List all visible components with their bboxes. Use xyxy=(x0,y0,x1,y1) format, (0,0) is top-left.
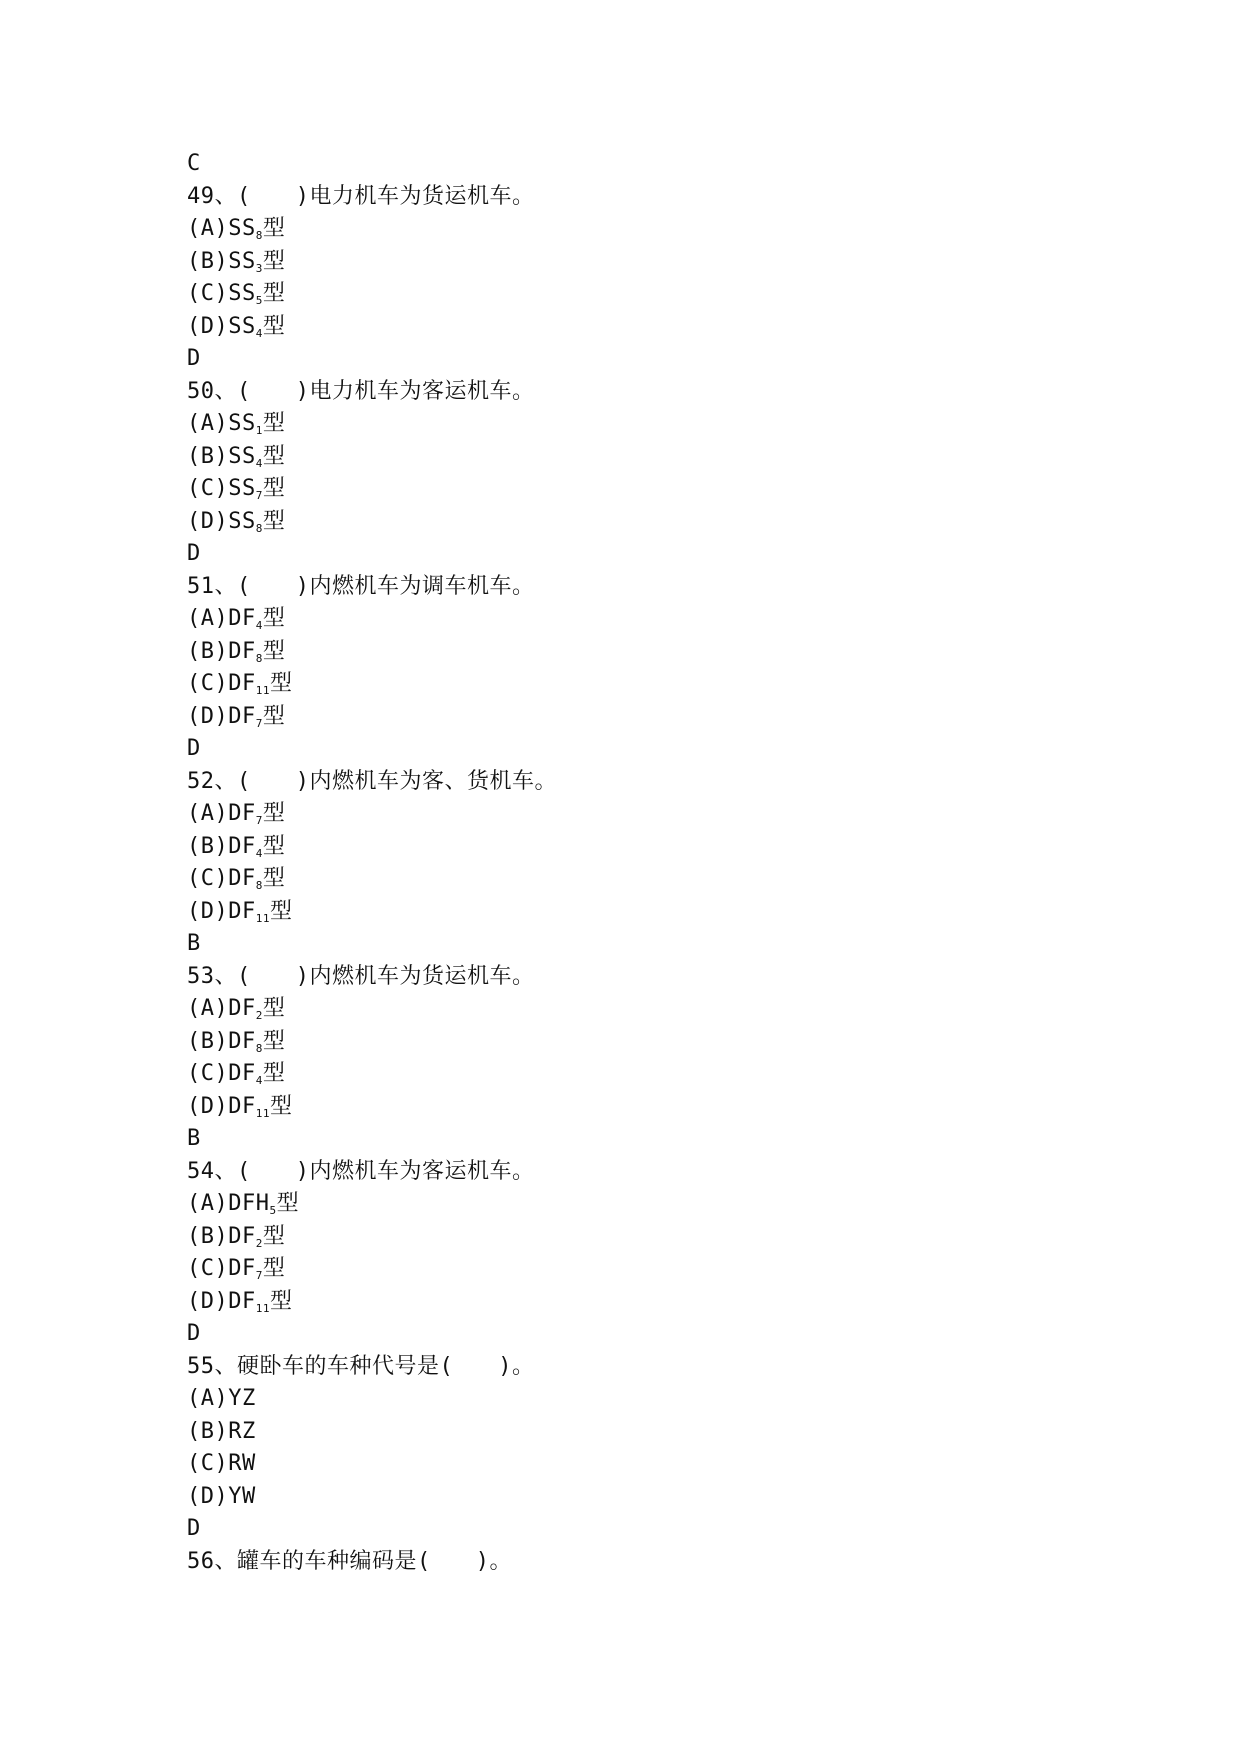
option-line xyxy=(187,1221,1087,1254)
answer-line xyxy=(187,928,1087,961)
option-line xyxy=(187,408,1087,441)
subscript: 3 xyxy=(255,261,263,275)
subscript: 1 xyxy=(255,424,263,437)
text-run: D xyxy=(187,541,201,566)
text-run: 型 xyxy=(276,1191,300,1216)
subscript: 7 xyxy=(255,489,263,502)
text-run: (A)DF xyxy=(187,606,256,631)
option-line xyxy=(187,213,1087,246)
text-run: 型 xyxy=(262,996,286,1021)
option-line xyxy=(187,473,1087,506)
option-line xyxy=(187,603,1087,636)
question-line xyxy=(187,961,1087,994)
text-run: (C)SS xyxy=(187,281,256,306)
text-run: 型 xyxy=(262,606,286,631)
text-run: C xyxy=(187,151,201,176)
document-body xyxy=(187,148,1087,1578)
option-line xyxy=(187,668,1087,701)
text-run: 型 xyxy=(262,703,286,729)
subscript: 11 xyxy=(255,1301,270,1315)
subscript: 5 xyxy=(269,1204,277,1217)
text-run: (B)SS xyxy=(187,443,256,469)
text-run: (D)DF xyxy=(187,1093,256,1119)
text-run: 型 xyxy=(262,476,286,501)
text-run: 型 xyxy=(262,638,286,664)
answer-line xyxy=(187,148,1087,181)
subscript: 7 xyxy=(255,716,263,730)
option-line xyxy=(187,441,1087,474)
text-run: 型 xyxy=(262,801,286,826)
text-run: (B)DF xyxy=(187,833,256,859)
text-run: D xyxy=(187,1516,201,1541)
text-run: 型 xyxy=(262,411,286,436)
text-run: (C)DF xyxy=(187,1061,256,1086)
text-run: 56、罐车的车种编码是( )。 xyxy=(187,1548,512,1574)
text-run: (A)DF xyxy=(187,996,256,1021)
text-run: 型 xyxy=(262,1223,286,1249)
text-run: B xyxy=(187,931,201,956)
question-line xyxy=(187,181,1087,214)
subscript: 5 xyxy=(255,294,263,307)
option-line xyxy=(187,1091,1087,1124)
text-run: D xyxy=(187,1321,201,1346)
question-line xyxy=(187,1156,1087,1189)
subscript: 11 xyxy=(255,684,270,697)
question-line xyxy=(187,571,1087,604)
text-run: (A)SS xyxy=(187,411,256,436)
option-line xyxy=(187,636,1087,669)
question-line xyxy=(187,766,1087,799)
text-run: (D)SS xyxy=(187,313,256,339)
text-run: 型 xyxy=(262,866,286,891)
text-run: 型 xyxy=(269,671,293,696)
text-run: (B)SS xyxy=(187,248,256,274)
text-run: 型 xyxy=(269,1288,293,1314)
subscript: 8 xyxy=(255,229,263,242)
text-run: 50、( )电力机车为客运机车。 xyxy=(187,378,535,404)
text-run: (A)DFH xyxy=(187,1191,270,1216)
text-run: (C)DF xyxy=(187,671,256,696)
text-run: (D)DF xyxy=(187,898,256,924)
option-line xyxy=(187,1448,1087,1481)
subscript: 11 xyxy=(255,911,270,925)
text-run: (C)SS xyxy=(187,476,256,501)
question-line xyxy=(187,1351,1087,1384)
text-run: (B)RZ xyxy=(187,1418,256,1444)
text-run: 型 xyxy=(269,1093,293,1119)
subscript: 8 xyxy=(255,879,263,892)
answer-line xyxy=(187,1123,1087,1156)
answer-line xyxy=(187,1513,1087,1546)
text-run: 型 xyxy=(262,1061,286,1086)
option-line xyxy=(187,1416,1087,1449)
text-run: 55、硬卧车的车种代号是( )。 xyxy=(187,1353,535,1379)
text-run: 型 xyxy=(262,248,286,274)
text-run: 型 xyxy=(262,281,286,306)
text-run: 型 xyxy=(262,1256,286,1281)
text-run: (D)DF xyxy=(187,1288,256,1314)
text-run: D xyxy=(187,346,201,371)
subscript: 4 xyxy=(255,456,263,470)
text-run: D xyxy=(187,736,201,761)
text-run: 型 xyxy=(262,1028,286,1054)
option-line xyxy=(187,701,1087,734)
subscript: 4 xyxy=(255,619,263,632)
question-line xyxy=(187,1546,1087,1579)
text-run: 型 xyxy=(262,216,286,241)
option-line xyxy=(187,1253,1087,1286)
text-run: (C)RW xyxy=(187,1451,256,1476)
answer-line xyxy=(187,733,1087,766)
text-run: 49、( )电力机车为货运机车。 xyxy=(187,183,535,209)
option-line xyxy=(187,311,1087,344)
option-line xyxy=(187,993,1087,1026)
text-run: (B)DF xyxy=(187,638,256,664)
text-run: (A)YZ xyxy=(187,1386,256,1411)
subscript: 8 xyxy=(255,651,263,665)
answer-line xyxy=(187,538,1087,571)
option-line xyxy=(187,863,1087,896)
text-run: (C)DF xyxy=(187,1256,256,1281)
text-run: (D)SS xyxy=(187,508,256,534)
subscript: 8 xyxy=(255,521,263,535)
option-line xyxy=(187,831,1087,864)
option-line xyxy=(187,506,1087,539)
text-run: 型 xyxy=(262,443,286,469)
answer-line xyxy=(187,1318,1087,1351)
answer-line xyxy=(187,343,1087,376)
text-run: 型 xyxy=(269,898,293,924)
subscript: 4 xyxy=(255,1074,263,1087)
subscript: 7 xyxy=(255,814,263,827)
option-line xyxy=(187,798,1087,831)
option-line xyxy=(187,1058,1087,1091)
text-run: (D)DF xyxy=(187,703,256,729)
subscript: 4 xyxy=(255,846,263,860)
text-run: 型 xyxy=(262,833,286,859)
option-line xyxy=(187,246,1087,279)
text-run: (B)DF xyxy=(187,1028,256,1054)
text-run: (A)SS xyxy=(187,216,256,241)
text-run: (D)YW xyxy=(187,1483,256,1509)
subscript: 4 xyxy=(255,326,263,340)
subscript: 2 xyxy=(255,1236,263,1250)
text-run: 型 xyxy=(262,508,286,534)
option-line xyxy=(187,1481,1087,1514)
text-run: 53、( )内燃机车为货运机车。 xyxy=(187,963,535,989)
question-line xyxy=(187,376,1087,409)
option-line xyxy=(187,278,1087,311)
option-line xyxy=(187,896,1087,929)
option-line xyxy=(187,1188,1087,1221)
option-line xyxy=(187,1026,1087,1059)
option-line xyxy=(187,1383,1087,1416)
text-run: B xyxy=(187,1126,201,1151)
text-run: 52、( )内燃机车为客、货机车。 xyxy=(187,768,557,794)
text-run: 型 xyxy=(262,313,286,339)
text-run: (A)DF xyxy=(187,801,256,826)
subscript: 8 xyxy=(255,1041,263,1055)
subscript: 2 xyxy=(255,1009,263,1022)
text-run: 54、( )内燃机车为客运机车。 xyxy=(187,1158,535,1184)
text-run: (C)DF xyxy=(187,866,256,891)
subscript: 11 xyxy=(255,1106,270,1120)
text-run: 51、( )内燃机车为调车机车。 xyxy=(187,573,535,599)
subscript: 7 xyxy=(255,1269,263,1282)
text-run: (B)DF xyxy=(187,1223,256,1249)
option-line xyxy=(187,1286,1087,1319)
